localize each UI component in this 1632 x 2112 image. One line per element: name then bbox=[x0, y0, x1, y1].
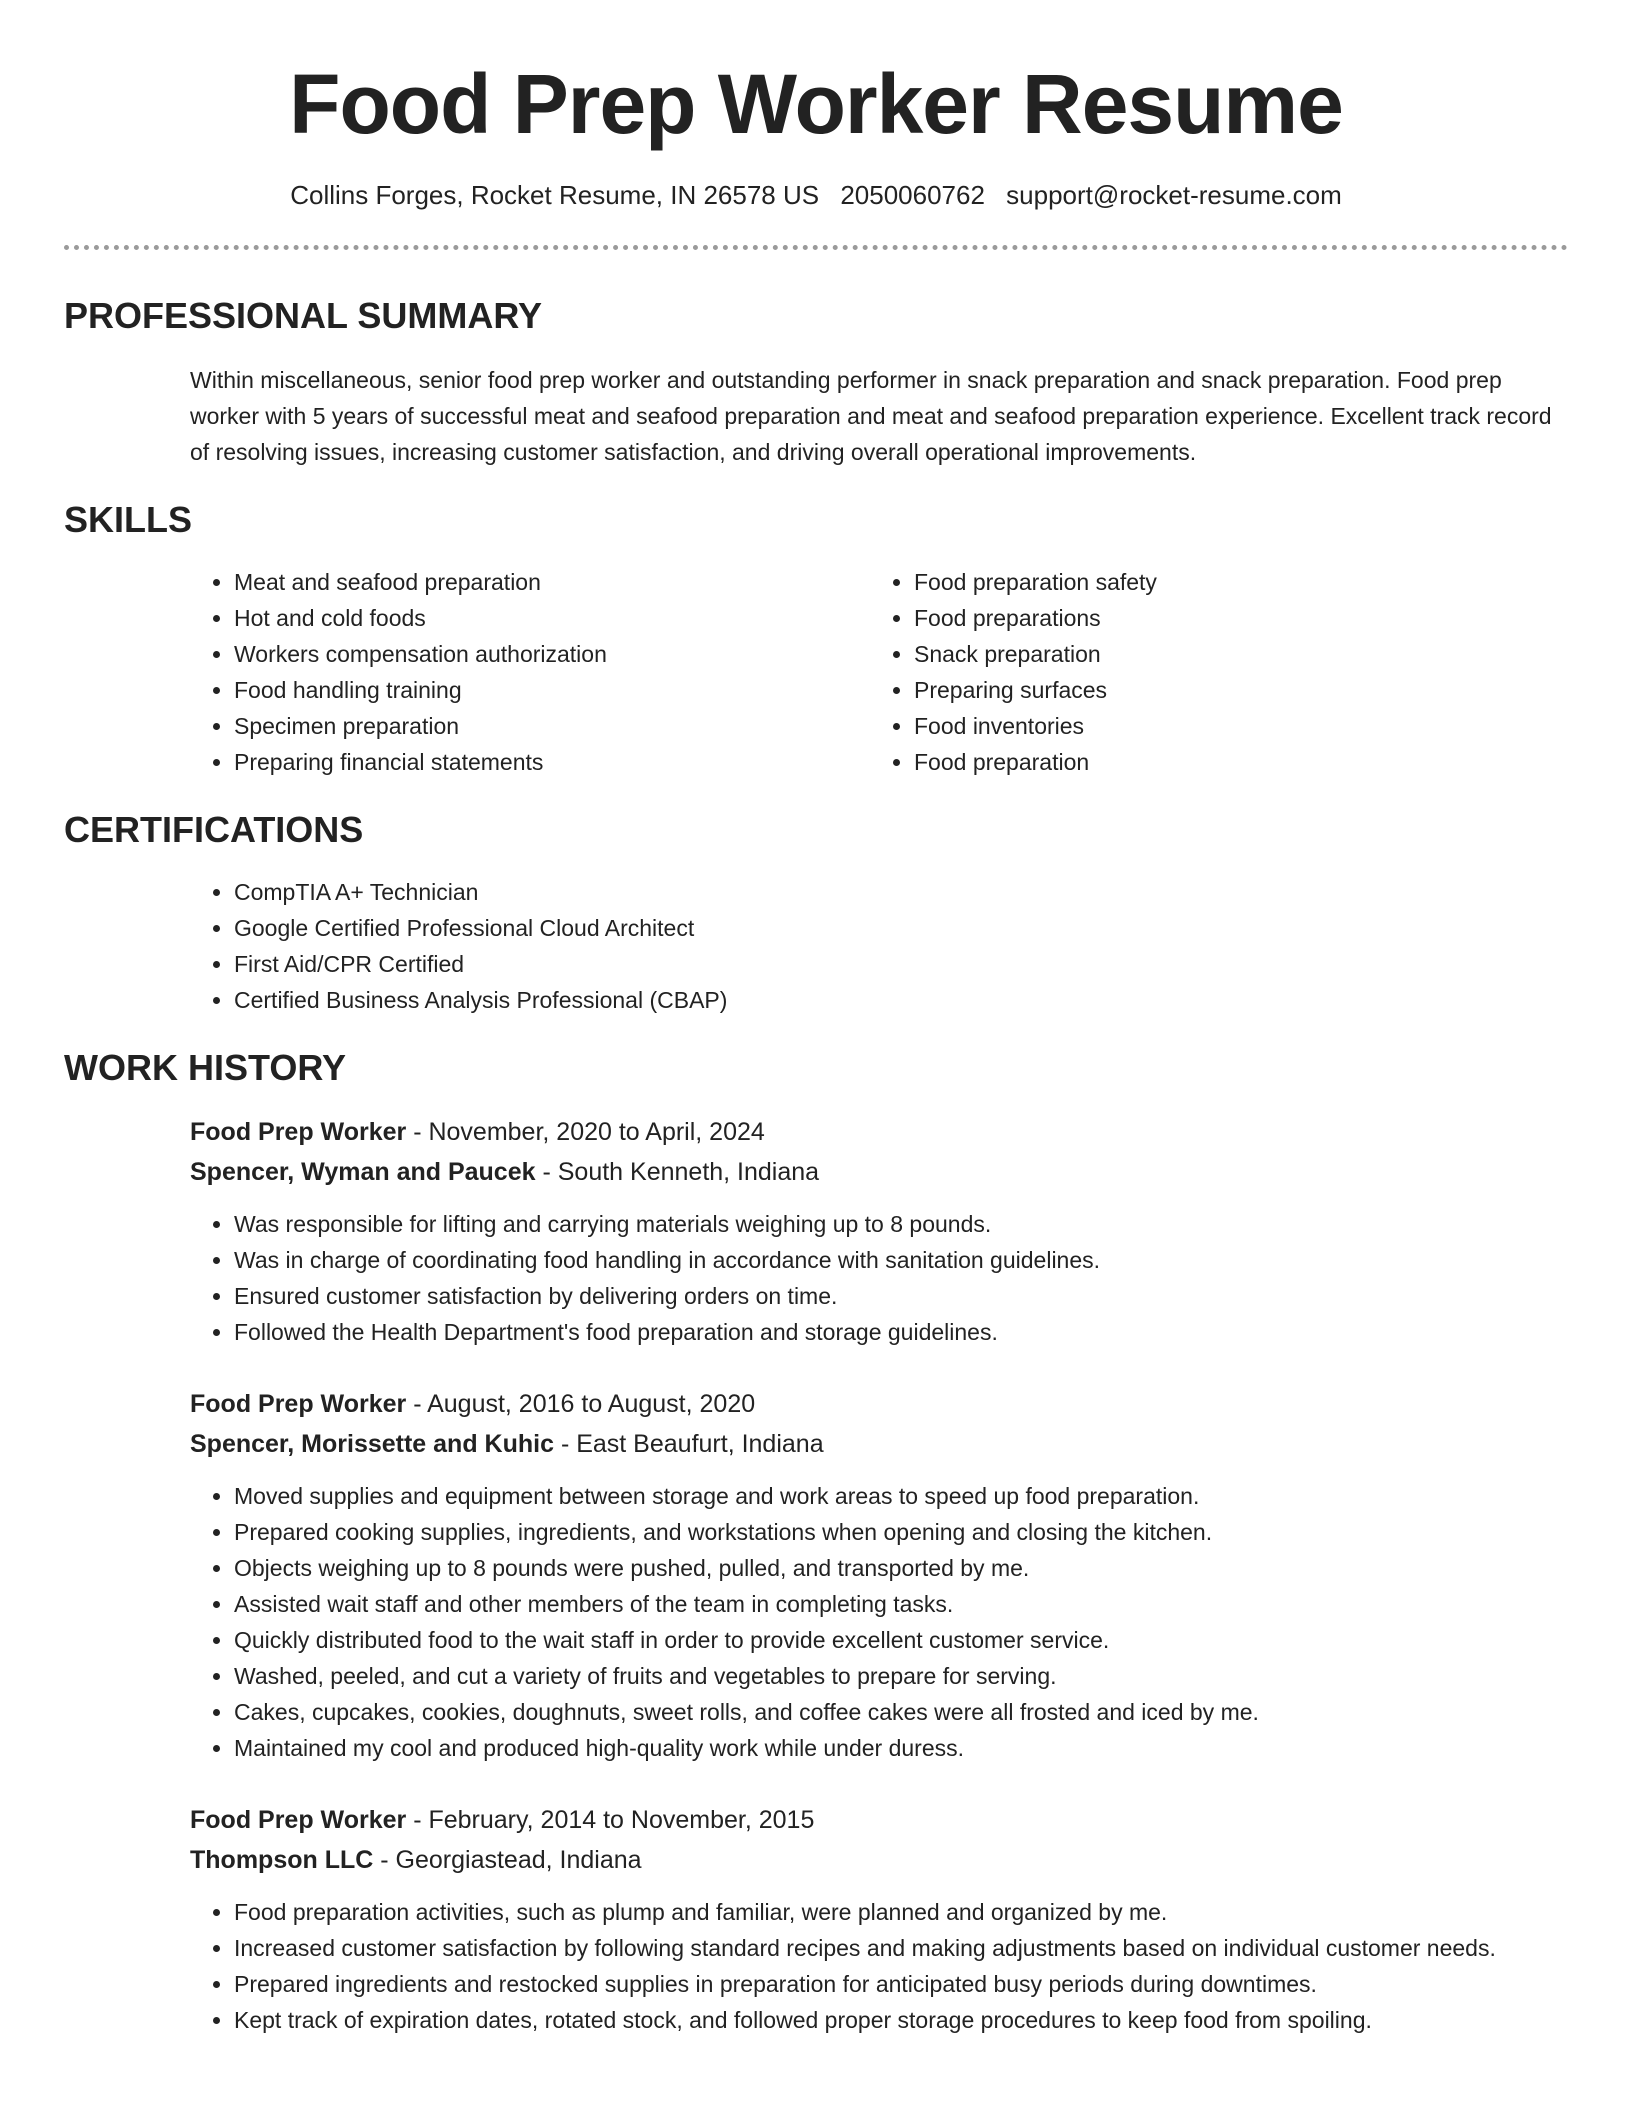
job-duty-item: • Was in charge of coordinating food handling in accordance with sanitation guidelines. bbox=[234, 1242, 1568, 1278]
skill-item: • Hot and cold foods bbox=[234, 600, 870, 636]
job-duty-item: • Moved supplies and equipment between storage and work areas to speed up food preparation. bbox=[234, 1478, 1568, 1514]
job-title: Food Prep Worker bbox=[190, 1118, 407, 1146]
summary-text: Within miscellaneous, senior food prep worker and outstanding performer in snack preparation and snack preparation. Food prep worker with 5 years of successful meat and seafood preparation and meat and seafood preparation experience. Excellent track record of resolving issues, increasing customer satisfaction, and driving overall operational improvements. bbox=[190, 367, 1552, 465]
job-title: Food Prep Worker bbox=[190, 1390, 407, 1418]
job-duty-item: • Kept track of expiration dates, rotated stock, and followed proper storage procedures to keep food from spoiling. bbox=[234, 2002, 1568, 2038]
skills-grid bbox=[190, 564, 1568, 780]
jobs-list bbox=[190, 1112, 1568, 2038]
job-title-line bbox=[190, 1384, 1568, 1424]
certifications-list bbox=[190, 874, 1568, 1018]
contact-line bbox=[0, 180, 1632, 211]
certifications-list-wrap bbox=[190, 874, 1568, 1018]
summary-heading: PROFESSIONAL SUMMARY bbox=[64, 295, 543, 336]
job-duty-item: • Washed, peeled, and cut a variety of fruits and vegetables to prepare for serving. bbox=[234, 1658, 1568, 1694]
job-duty-item: • Prepared cooking supplies, ingredients, and workstations when opening and closing the kitchen. bbox=[234, 1514, 1568, 1550]
contact-address: Collins Forges, Rocket Resume, IN 26578 US bbox=[290, 180, 820, 210]
job-duty-item: • Food preparation activities, such as plump and familiar, were planned and organized by me. bbox=[234, 1894, 1568, 1930]
skills-list-left bbox=[190, 564, 870, 780]
job-company: Spencer, Morissette and Kuhic bbox=[190, 1430, 554, 1458]
job-location: - Georgiastead, Indiana bbox=[373, 1846, 642, 1874]
skills-column-right bbox=[870, 564, 1550, 780]
skills-list-right bbox=[870, 564, 1550, 780]
job-dates: - November, 2020 to April, 2024 bbox=[406, 1118, 765, 1146]
job-duties-list bbox=[190, 1206, 1568, 1350]
skills-column-left bbox=[190, 564, 870, 780]
skill-item: • Food inventories bbox=[914, 708, 1550, 744]
skill-item: • Preparing surfaces bbox=[914, 672, 1550, 708]
job-duties-list bbox=[190, 1478, 1568, 1766]
job-entry bbox=[190, 1112, 1568, 1350]
skill-item: • Meat and seafood preparation bbox=[234, 564, 870, 600]
job-location: - East Beaufurt, Indiana bbox=[554, 1430, 824, 1458]
job-duties-list bbox=[190, 1894, 1568, 2038]
contact-email: support@rocket-resume.com bbox=[1006, 180, 1342, 210]
job-company: Thompson LLC bbox=[190, 1846, 374, 1874]
job-company-line bbox=[190, 1424, 1568, 1464]
job-dates: - August, 2016 to August, 2020 bbox=[406, 1390, 756, 1418]
work-history-section bbox=[64, 1046, 1568, 2038]
job-dates: - February, 2014 to November, 2015 bbox=[406, 1806, 815, 1834]
job-duty-item: • Maintained my cool and produced high-quality work while under duress. bbox=[234, 1730, 1568, 1766]
job-duty-item: • Ensured customer satisfaction by delivering orders on time. bbox=[234, 1278, 1568, 1314]
job-duty-item: • Prepared ingredients and restocked supplies in preparation for anticipated busy periods during downtimes. bbox=[234, 1966, 1568, 2002]
certifications-section bbox=[64, 808, 1568, 1018]
skill-item: • Food handling training bbox=[234, 672, 870, 708]
skill-item: • Preparing financial statements bbox=[234, 744, 870, 780]
skill-item: • Food preparation bbox=[914, 744, 1550, 780]
job-duty-item: • Quickly distributed food to the wait staff in order to provide excellent customer service. bbox=[234, 1622, 1568, 1658]
skill-item: • Food preparation safety bbox=[914, 564, 1550, 600]
skills-section bbox=[64, 498, 1568, 780]
job-duty-item: • Cakes, cupcakes, cookies, doughnuts, sweet rolls, and coffee cakes were all frosted and iced by me. bbox=[234, 1694, 1568, 1730]
certification-item: • Google Certified Professional Cloud Architect bbox=[234, 910, 1568, 946]
certification-item: • Certified Business Analysis Professional (CBAP) bbox=[234, 982, 1568, 1018]
job-company-line bbox=[190, 1152, 1568, 1192]
certification-item: • CompTIA A+ Technician bbox=[234, 874, 1568, 910]
job-title-line bbox=[190, 1112, 1568, 1152]
job-duty-item: • Increased customer satisfaction by following standard recipes and making adjustments based on individual customer needs. bbox=[234, 1930, 1568, 1966]
job-duty-item: • Assisted wait staff and other members of the team in completing tasks. bbox=[234, 1586, 1568, 1622]
summary-section bbox=[64, 294, 1568, 470]
job-duty-item: • Objects weighing up to 8 pounds were pushed, pulled, and transported by me. bbox=[234, 1550, 1568, 1586]
job-duty-item: • Followed the Health Department's food preparation and storage guidelines. bbox=[234, 1314, 1568, 1350]
skills-heading: SKILLS bbox=[64, 499, 193, 540]
contact-phone: 2050060762 bbox=[840, 180, 985, 210]
job-location: - South Kenneth, Indiana bbox=[535, 1158, 820, 1186]
certification-item: • First Aid/CPR Certified bbox=[234, 946, 1568, 982]
job-company-line bbox=[190, 1840, 1568, 1880]
job-entry bbox=[190, 1800, 1568, 2038]
job-duty-item: • Was responsible for lifting and carrying materials weighing up to 8 pounds. bbox=[234, 1206, 1568, 1242]
work-history-heading: WORK HISTORY bbox=[64, 1047, 347, 1088]
skill-item: • Food preparations bbox=[914, 600, 1550, 636]
job-title: Food Prep Worker bbox=[190, 1806, 407, 1834]
header-divider bbox=[64, 245, 1568, 250]
resume-title: Food Prep Worker Resume bbox=[289, 57, 1343, 151]
certifications-heading: CERTIFICATIONS bbox=[64, 809, 364, 850]
skill-item: • Snack preparation bbox=[914, 636, 1550, 672]
skill-item: • Workers compensation authorization bbox=[234, 636, 870, 672]
job-entry bbox=[190, 1384, 1568, 1766]
job-company: Spencer, Wyman and Paucek bbox=[190, 1158, 536, 1186]
job-title-line bbox=[190, 1800, 1568, 1840]
skill-item: • Specimen preparation bbox=[234, 708, 870, 744]
